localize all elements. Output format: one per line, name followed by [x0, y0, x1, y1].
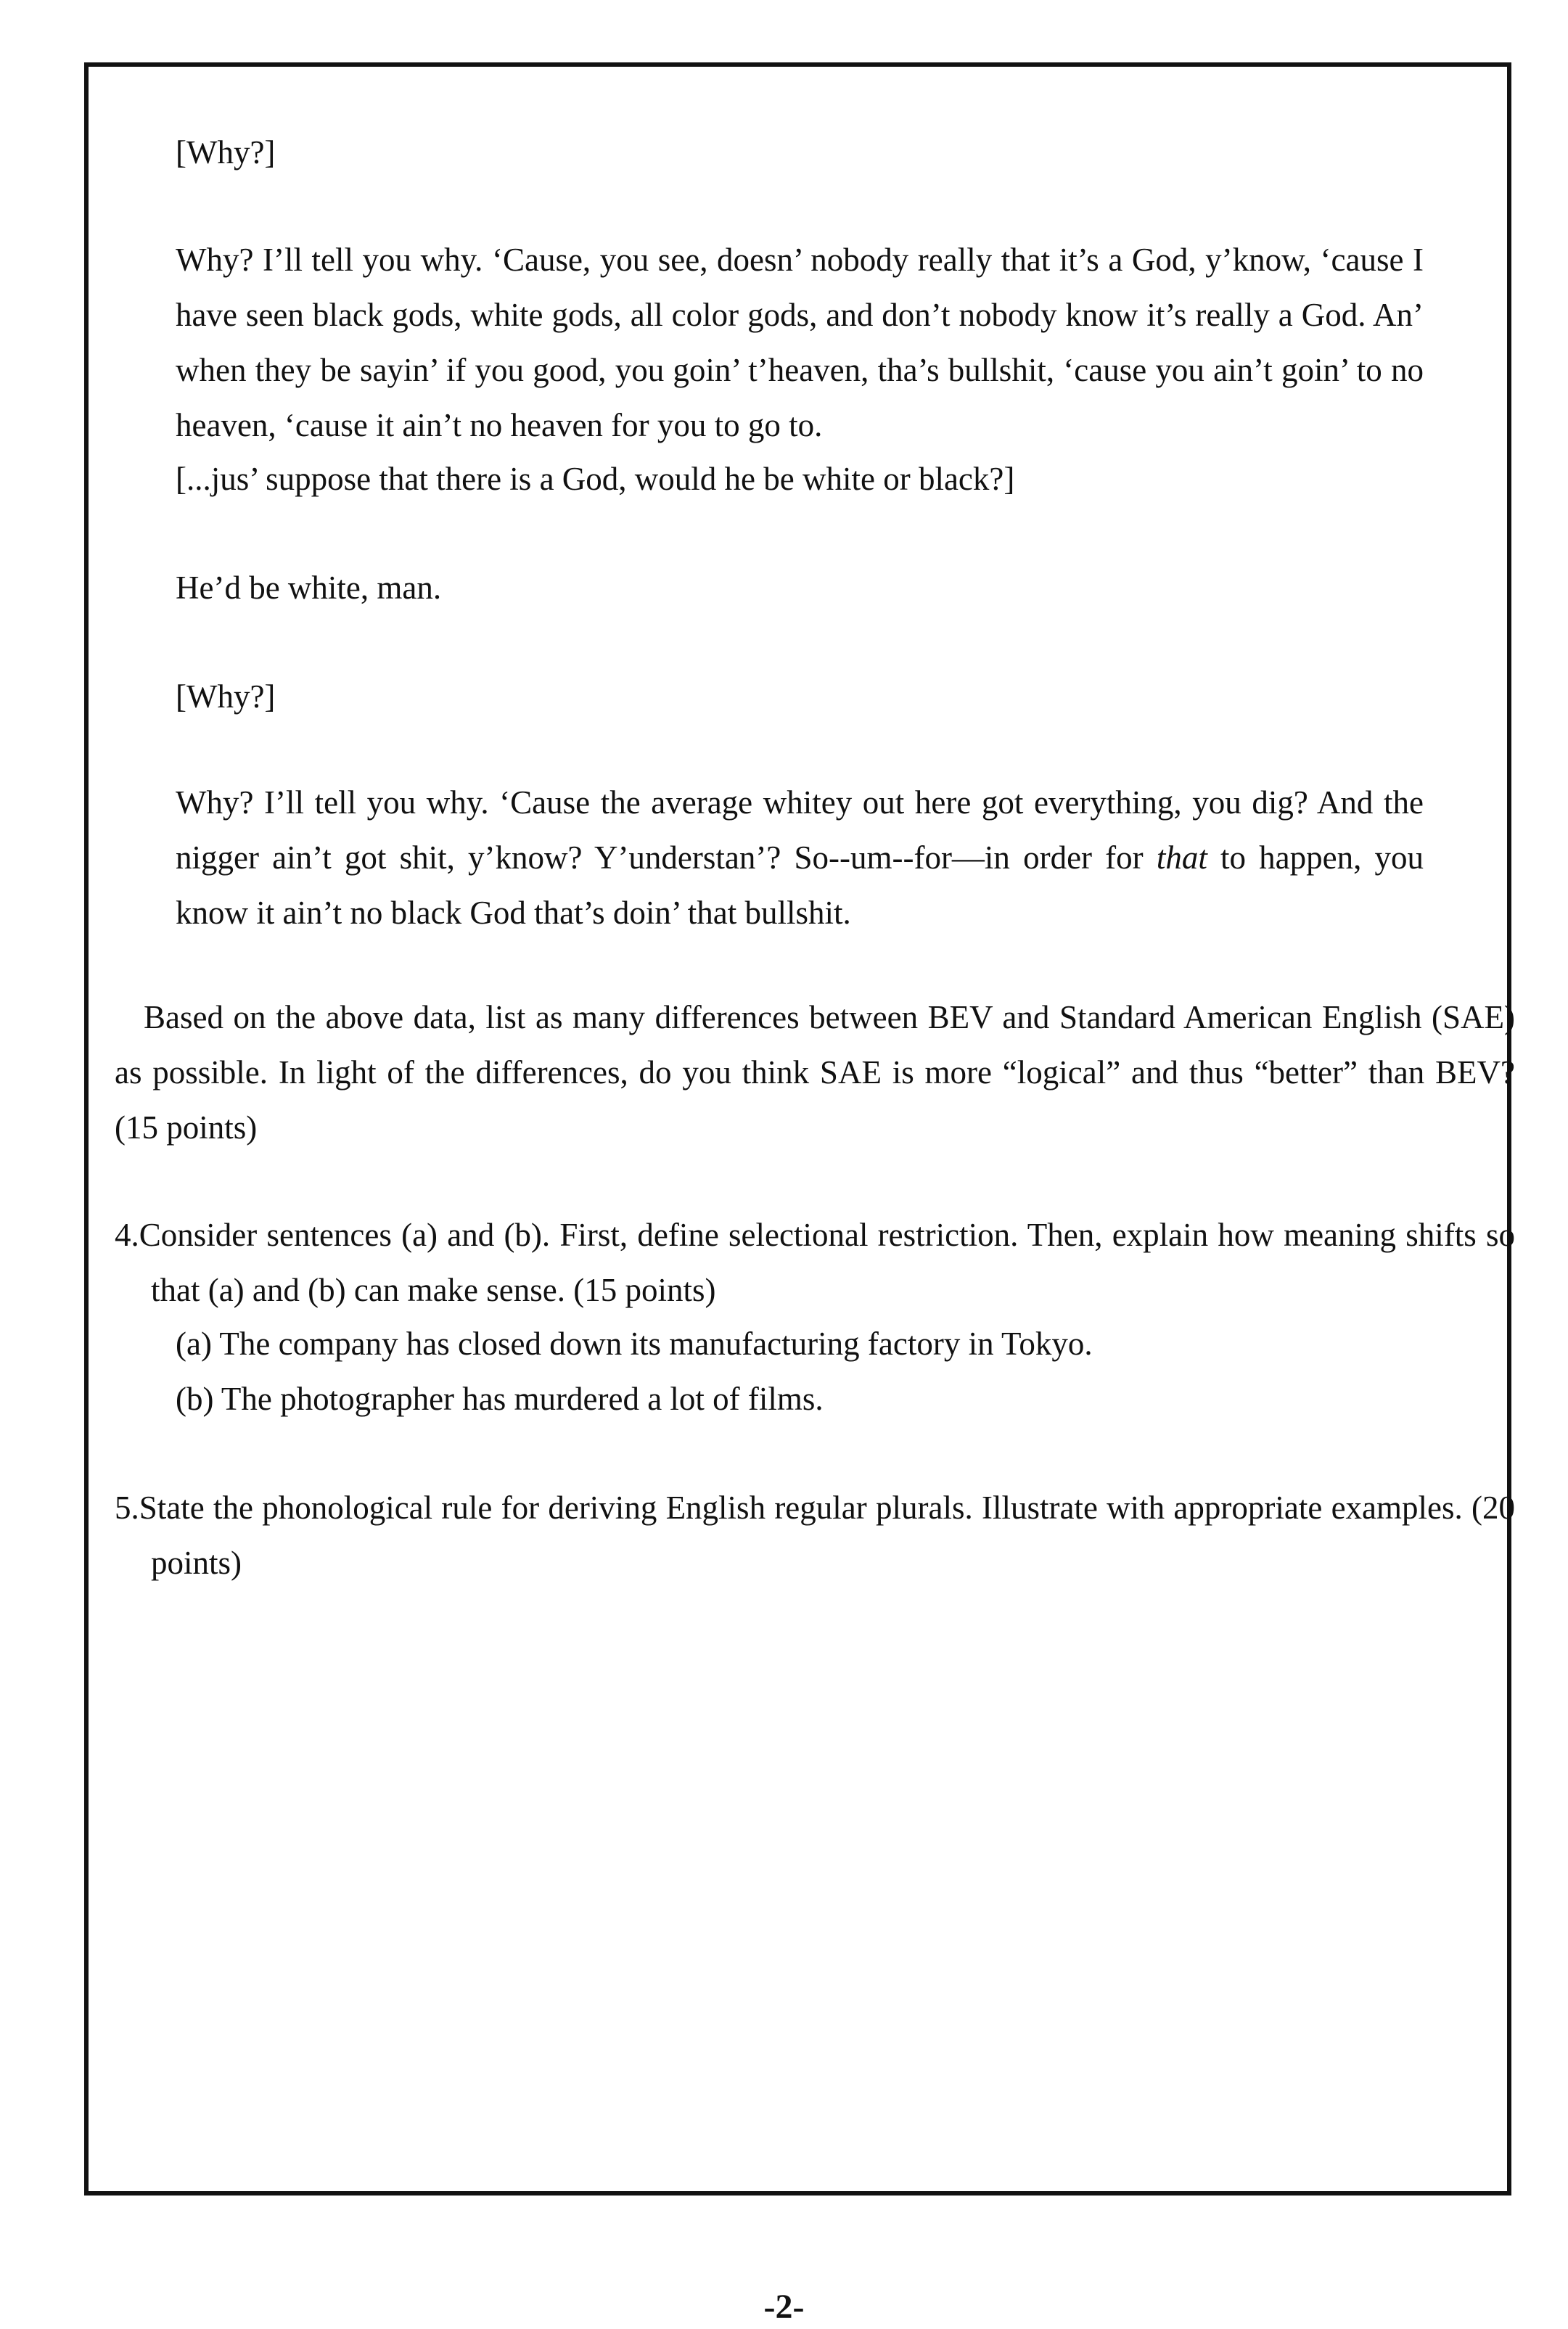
question-3-prompt: Based on the above data, list as many differences between BEV and Standard American English (SAE) as possible. In light of the differences, do you think SAE is more “logical” and thus “better” than BEV? (15 points) [115, 999, 1515, 1146]
question-4-option-a: (a) The company has closed down its manufacturing factory in Tokyo. [176, 1326, 1093, 1362]
question-5-text: 5.State the phonological rule for deriving English regular plurals. Illustrate with appropriate examples. (20 points) [115, 1490, 1515, 1581]
answer-3-part-2: to happen, you know it ain’t no black God that’s doin’ that bullshit. [176, 839, 1424, 931]
question-4-text: 4.Consider sentences (a) and (b). First, define selectional restriction. Then, explain how meaning shifts so that (a) and (b) can make sense. (15 points) [115, 1217, 1515, 1308]
answer-3-part-1: Why? I’ll tell you why. ‘Cause the average whitey out here got everything, you dig? And the nigger ain’t got shit, y’know? Y’understan’? So--um--for—in order for [176, 784, 1424, 876]
interviewer-question-2: [...jus’ suppose that there is a God, would he be white or black?] [176, 461, 1015, 497]
speaker-answer-3 [176, 775, 1424, 940]
speaker-answer-1: Why? I’ll tell you why. ‘Cause, you see, doesn’ nobody really that it’s a God, y’know, ‘cause I have seen black gods, white gods, all color gods, and don’t nobody know it’s really a God. An’ when they be sayin’ if you good, you goin’ t’heaven, tha’s bullshit, ‘cause you ain’t goin’ to no heaven, ‘cause it ain’t no heaven for you to go to. [176, 242, 1424, 443]
interviewer-question-3: [Why?] [176, 678, 276, 715]
page-number: -2- [763, 2288, 805, 2326]
speaker-answer-2: He’d be white, man. [176, 570, 442, 606]
interviewer-question-1: [Why?] [176, 134, 276, 171]
question-4-option-b: (b) The photographer has murdered a lot of films. [176, 1381, 824, 1417]
answer-3-emphasis: that [1156, 839, 1207, 876]
exam-border-frame [84, 62, 1515, 2195]
